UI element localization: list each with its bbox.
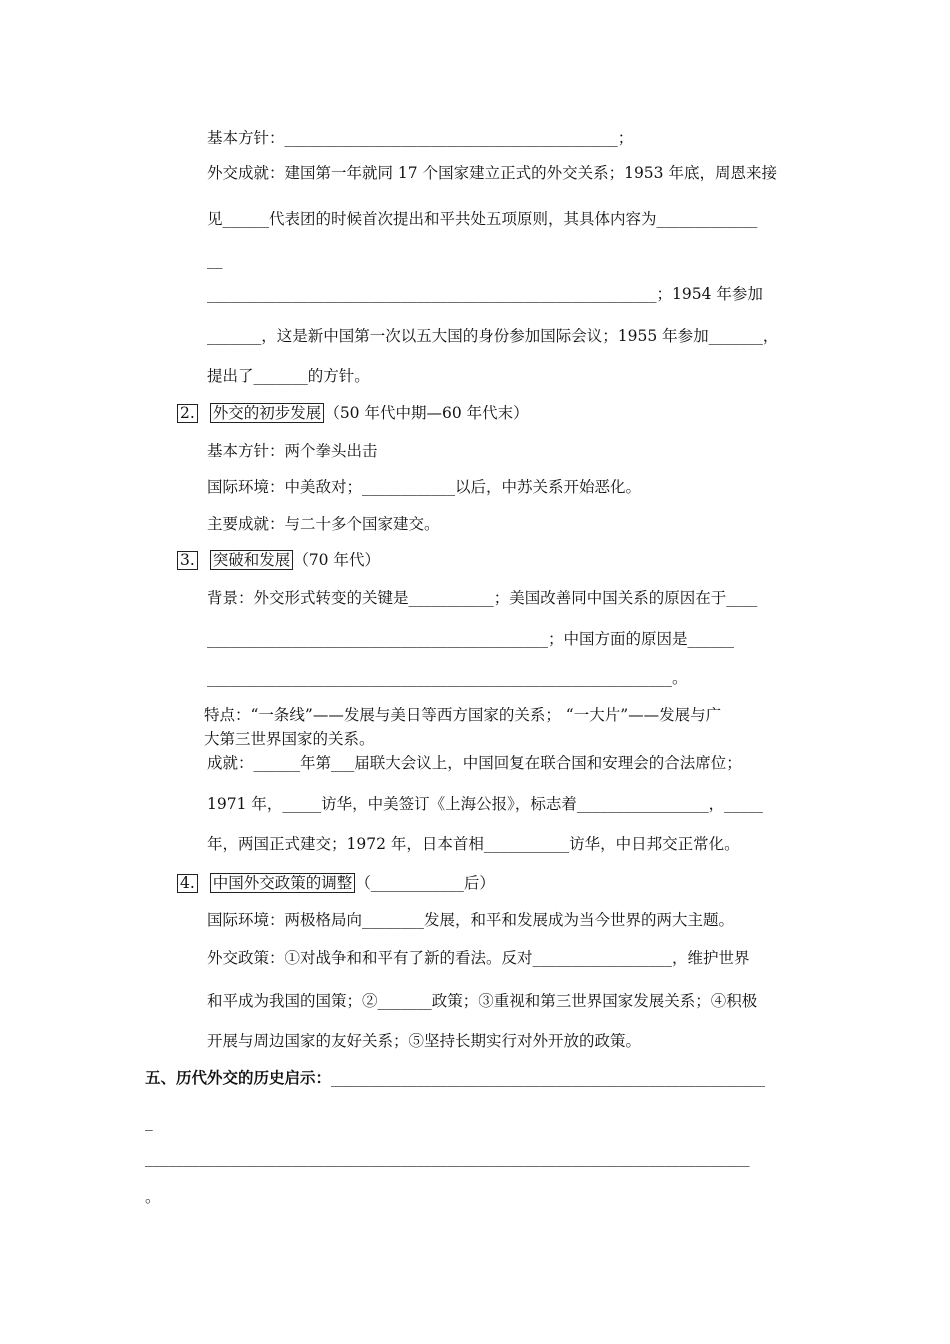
section-title: 中国外交政策的调整: [210, 873, 356, 893]
closing-period: 。: [145, 1188, 161, 1206]
s2-environment: 国际环境：中美敌对；____________以后，中苏关系开始恶化。: [207, 478, 642, 496]
section-period: （50 年代中期—60 年代末）: [324, 404, 529, 422]
section-number: 2.: [177, 404, 198, 423]
section-2-heading: [177, 403, 529, 423]
s3-background-cont: ____________________________________________；中国方面的原因是______: [207, 630, 735, 648]
section-4-heading: [177, 873, 495, 893]
s4-policy-cont: 和平成为我国的国策；②_______政策；③重视和第三世界国家发展关系；④积极: [207, 992, 758, 1010]
blank-continuation: __: [207, 251, 223, 269]
s3-background: 背景：外交形式转变的关键是___________；美国改善同中国关系的原因在于____: [207, 589, 758, 607]
section-number: 4.: [177, 874, 198, 893]
section-title: 外交的初步发展: [210, 403, 325, 423]
answer-blank-cont: _: [145, 1113, 153, 1131]
five-principles-line: 见______代表团的时候首次提出和平共处五项原则，其具体内容为_____________: [207, 210, 758, 228]
geneva-line: __________________________________________________________；1954 年参加: [207, 285, 763, 303]
s3-results-1971: 1971 年，_____访华，中美签订《上海公报》，标志着_________________，_____: [207, 795, 763, 813]
s2-basic-policy: 基本方针：两个拳头出击: [207, 442, 378, 460]
s3-background-end: ____________________________________________________________。: [207, 669, 688, 687]
s3-results: 成就：______年第___届联大会议上，中国回复在联合国和安理会的合法席位；: [207, 754, 742, 772]
bandung-line: _______，这是新中国第一次以五大国的身份参加国际会议；1955 年参加_______，: [207, 327, 779, 345]
s4-environment: 国际环境：两极格局向________发展，和平和发展成为当今世界的两大主题。: [207, 911, 735, 929]
basic-policy-line: 基本方针：___________________________________________；: [207, 129, 634, 147]
s3-results-1972: 年，两国正式建交；1972 年，日本首相___________访华，中日邦交正常化。: [207, 835, 740, 853]
section-5-heading: [145, 1068, 765, 1088]
s2-achievement: 主要成就：与二十多个国家建交。: [207, 515, 440, 533]
section-period: （____________后）: [355, 874, 495, 892]
s3-features: 特点：“一条线”——发展与美日等西方国家的关系； “一大片”——发展与广: [204, 706, 722, 724]
s3-features-cont: 大第三世界国家的关系。: [204, 730, 375, 748]
s4-policy: 外交政策：①对战争和和平有了新的看法。反对__________________，维护世界: [207, 949, 750, 967]
section-3-heading: [177, 550, 380, 570]
section-title: 五、历代外交的历史启示：: [145, 1068, 332, 1087]
answer-blank: ________________________________________________________: [331, 1069, 766, 1087]
policy-proposal-line: 提出了_______的方针。: [207, 367, 370, 385]
section-period: （70 年代）: [293, 551, 380, 569]
s4-policy-end: 开展与周边国家的友好关系；⑤坚持长期实行对外开放的政策。: [207, 1032, 642, 1050]
section-title: 突破和发展: [210, 550, 294, 570]
section-number: 3.: [177, 551, 198, 570]
achievements-line: 外交成就：建国第一年就同 17 个国家建立正式的外交关系；1953 年底，周恩来接: [207, 164, 777, 182]
answer-blank-long: ______________________________________________________________________________: [145, 1149, 750, 1167]
